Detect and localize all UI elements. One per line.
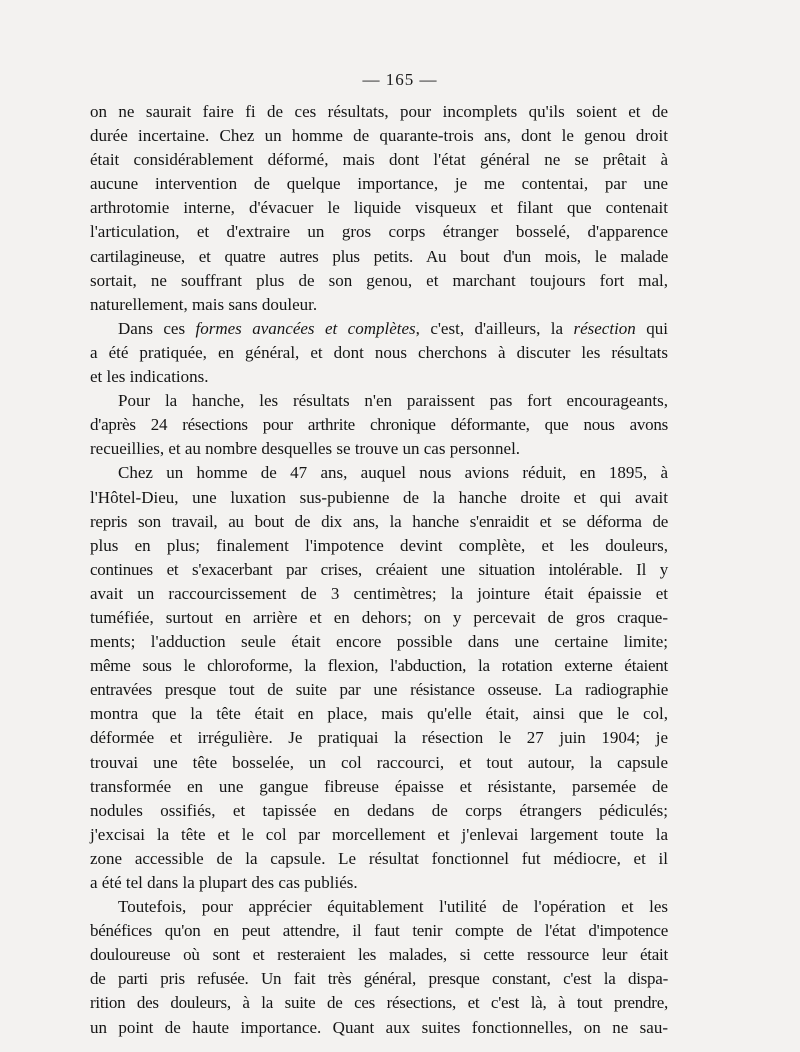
text-line <box>90 317 668 341</box>
text-line: recueillies, et au nombre desquelles se trouve un cas personnel. <box>90 439 521 459</box>
text-line: l'articulation, et d'extraire un gros corps étranger bosselé, d'apparence <box>90 222 668 242</box>
text-line: Pour la hanche, les résultats n'en paraissent pas fort encourageants, <box>118 391 668 411</box>
paragraph-3 <box>90 389 668 461</box>
paragraph-5 <box>90 895 668 1040</box>
text-line: zone accessible de la capsule. Le résultat fonctionnel fut médiocre, et il <box>90 848 668 868</box>
paragraph-1 <box>90 100 668 317</box>
text-line: l'Hôtel-Dieu, une luxation sus-pubienne de la hanche droite et qui avait <box>90 487 668 507</box>
text-line: rition des douleurs, à la suite de ces résections, et c'est là, à tout prendre, <box>90 993 668 1013</box>
text-line: sortait, ne souffrant plus de son genou, et marchant toujours fort mal, <box>90 270 668 290</box>
text-line: Toutefois, pour apprécier équitablement l'utilité de l'opération et les <box>118 897 668 917</box>
text-line: on ne saurait faire fi de ces résultats, pour incomplets qu'ils soient et de <box>90 102 668 121</box>
italic-phrase: formes avancées et complètes <box>195 318 416 338</box>
text-line: continues et s'exacerbant par crises, créaient une situation intolérable. Il y <box>90 559 668 579</box>
text-line: tuméfiée, surtout en arrière et en dehors; on y percevait de gros craque- <box>90 607 668 627</box>
paragraph-2 <box>90 317 668 389</box>
text-line: et les indications. <box>90 367 209 387</box>
text-line: aucune intervention de quelque importance, je me contentai, par une <box>90 174 668 194</box>
text-run: , c'est, d'ailleurs, la <box>415 318 574 338</box>
page-number: — 165 — <box>362 70 438 89</box>
text-run: Dans ces <box>118 318 196 338</box>
text-line: a été pratiquée, en général, et dont nous cherchons à discuter les résultats <box>90 342 668 362</box>
body-text <box>90 100 668 1040</box>
text-line: un point de haute importance. Quant aux suites fonctionnelles, on ne sau- <box>90 1017 668 1037</box>
text-line: j'excisai la tête et le col par morcellement et j'enlevai largement toute la <box>90 824 668 844</box>
text-line: douloureuse où sont et resteraient les malades, si cette ressource leur était <box>90 945 668 965</box>
text-line: plus en plus; finalement l'impotence devint complète, et les douleurs, <box>90 535 668 555</box>
text-line: arthrotomie interne, d'évacuer le liquide visqueux et filant que contenait <box>90 198 668 218</box>
text-line: ments; l'adduction seule était encore possible dans une certaine limite; <box>90 632 668 652</box>
italic-phrase: résection <box>573 318 636 338</box>
paragraph-4 <box>90 461 668 895</box>
text-line: naturellement, mais sans douleur. <box>90 294 318 314</box>
text-line: bénéfices qu'on en peut attendre, il faut tenir compte de l'état d'impotence <box>90 921 668 941</box>
text-line: Chez un homme de 47 ans, auquel nous avions réduit, en 1895, à <box>118 463 668 483</box>
text-line: entravées presque tout de suite par une résistance osseuse. La radiographie <box>90 680 668 700</box>
text-line: nodules ossifiés, et tapissée en dedans de corps étrangers pédiculés; <box>90 800 668 820</box>
text-line: repris son travail, au bout de dix ans, la hanche s'enraidit et se déforma de <box>90 511 668 531</box>
text-line: montra que la tête était en place, mais qu'elle était, ainsi que le col, <box>90 704 668 724</box>
text-line: a été tel dans la plupart des cas publiés. <box>90 873 358 892</box>
text-line: avait un raccourcissement de 3 centimètres; la jointure était épaissie et <box>90 583 668 603</box>
text-line: transformée en une gangue fibreuse épaisse et résistante, parsemée de <box>90 776 668 796</box>
text-line: de parti pris refusée. Un fait très général, presque constant, c'est la dispa- <box>90 969 668 989</box>
text-line: trouvai une tête bosselée, un col raccourci, et tout autour, la capsule <box>90 752 668 772</box>
text-line: d'après 24 résections pour arthrite chronique déformante, que nous avons <box>90 415 668 435</box>
text-line: cartilagineuse, et quatre autres plus petits. Au bout d'un mois, le malade <box>90 246 668 266</box>
text-run: qui <box>635 318 668 338</box>
text-line: même sous le chloroforme, la flexion, l'abduction, la rotation externe étaient <box>90 656 668 676</box>
text-line: était considérablement déformé, mais dont l'état général ne se prêtait à <box>90 150 668 170</box>
text-line: déformée et irrégulière. Je pratiquai la résection le 27 juin 1904; je <box>90 728 668 748</box>
text-line: durée incertaine. Chez un homme de quarante-trois ans, dont le genou droit <box>90 126 668 146</box>
